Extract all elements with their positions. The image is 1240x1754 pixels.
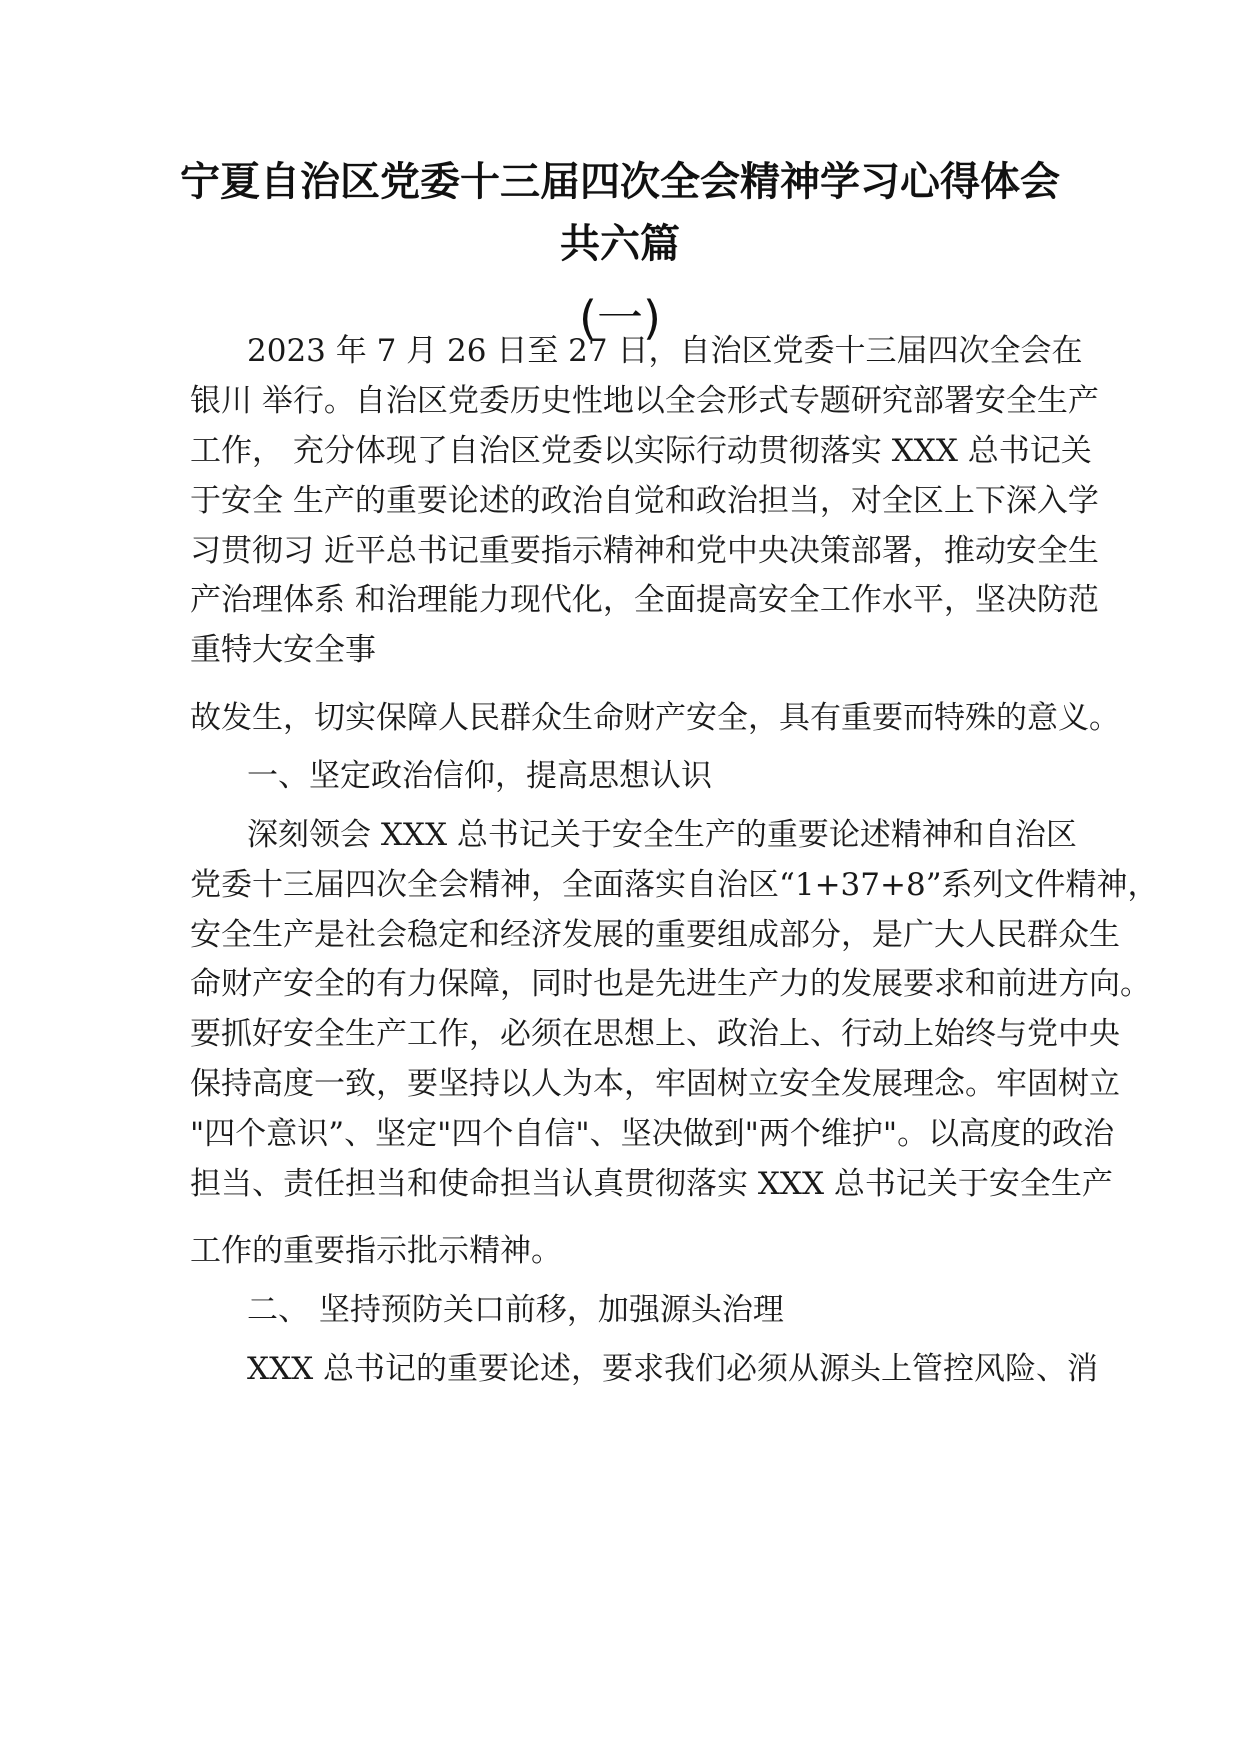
section-heading: 一、坚定政治信仰，提高思想认识 [247,758,712,794]
document-subtitle: 共六篇 [560,221,680,267]
paragraph-line: 习贯彻习 近平总书记重要指示精神和党中央决策部署，推动安全生 [190,533,1099,569]
paragraph-line: 保持高度一致，要坚持以人为本，牢固树立安全发展理念。牢固树立 [190,1066,1120,1102]
paragraph-line: 党委十三届四次全会精神，全面落实自治区“1+37+8”系列文件精神， [190,867,1159,903]
paragraph-line: 安全生产是社会稳定和经济发展的重要组成部分，是广大人民群众生 [190,917,1120,953]
paragraph-line: 深刻领会 XXX 总书记关于安全生产的重要论述精神和自治区 [247,817,1077,853]
paragraph-line: "四个意识”、坚定"四个自信"、坚决做到"两个维护"。以高度的政治 [190,1116,1115,1152]
paragraph-line: XXX 总书记的重要论述，要求我们必须从源头上管控风险、消 [247,1351,1099,1387]
paragraph-line: 故发生，切实保障人民群众生命财产安全，具有重要而特殊的意义。 [190,700,1120,736]
paragraph-line: 于安全 生产的重要论述的政治自觉和政治担当，对全区上下深入学 [190,483,1099,519]
section-heading: 二、 坚持预防关口前移，加强源头治理 [247,1292,784,1328]
paragraph-line: 2023 年 7 月 26 日至 27 日，自治区党委十三届四次全会在 [247,333,1083,369]
paragraph-line: 工作的重要指示批示精神。 [190,1233,562,1269]
paragraph-line: 银川 举行。自治区党委历史性地以全会形式专题研究部署安全生产 [190,383,1099,419]
paragraph-line: 命财产安全的有力保障，同时也是先进生产力的发展要求和前进方向。 [190,966,1151,1002]
paragraph-line: 担当、责任担当和使命担当认真贯彻落实 XXX 总书记关于安全生产 [190,1166,1113,1202]
paragraph-line: 工作， 充分体现了自治区党委以实际行动贯彻落实 XXX 总书记关 [190,433,1092,469]
document-title: 宁夏自治区党委十三届四次全会精神学习心得体会 [180,159,1060,205]
paragraph-line: 要抓好安全生产工作，必须在思想上、政治上、行动上始终与党中央 [190,1016,1120,1052]
paragraph-line: 重特大安全事 [190,632,376,668]
section-number: (一) [579,291,661,345]
paragraph-line: 产治理体系 和治理能力现代化，全面提高安全工作水平，坚决防范 [190,582,1099,618]
